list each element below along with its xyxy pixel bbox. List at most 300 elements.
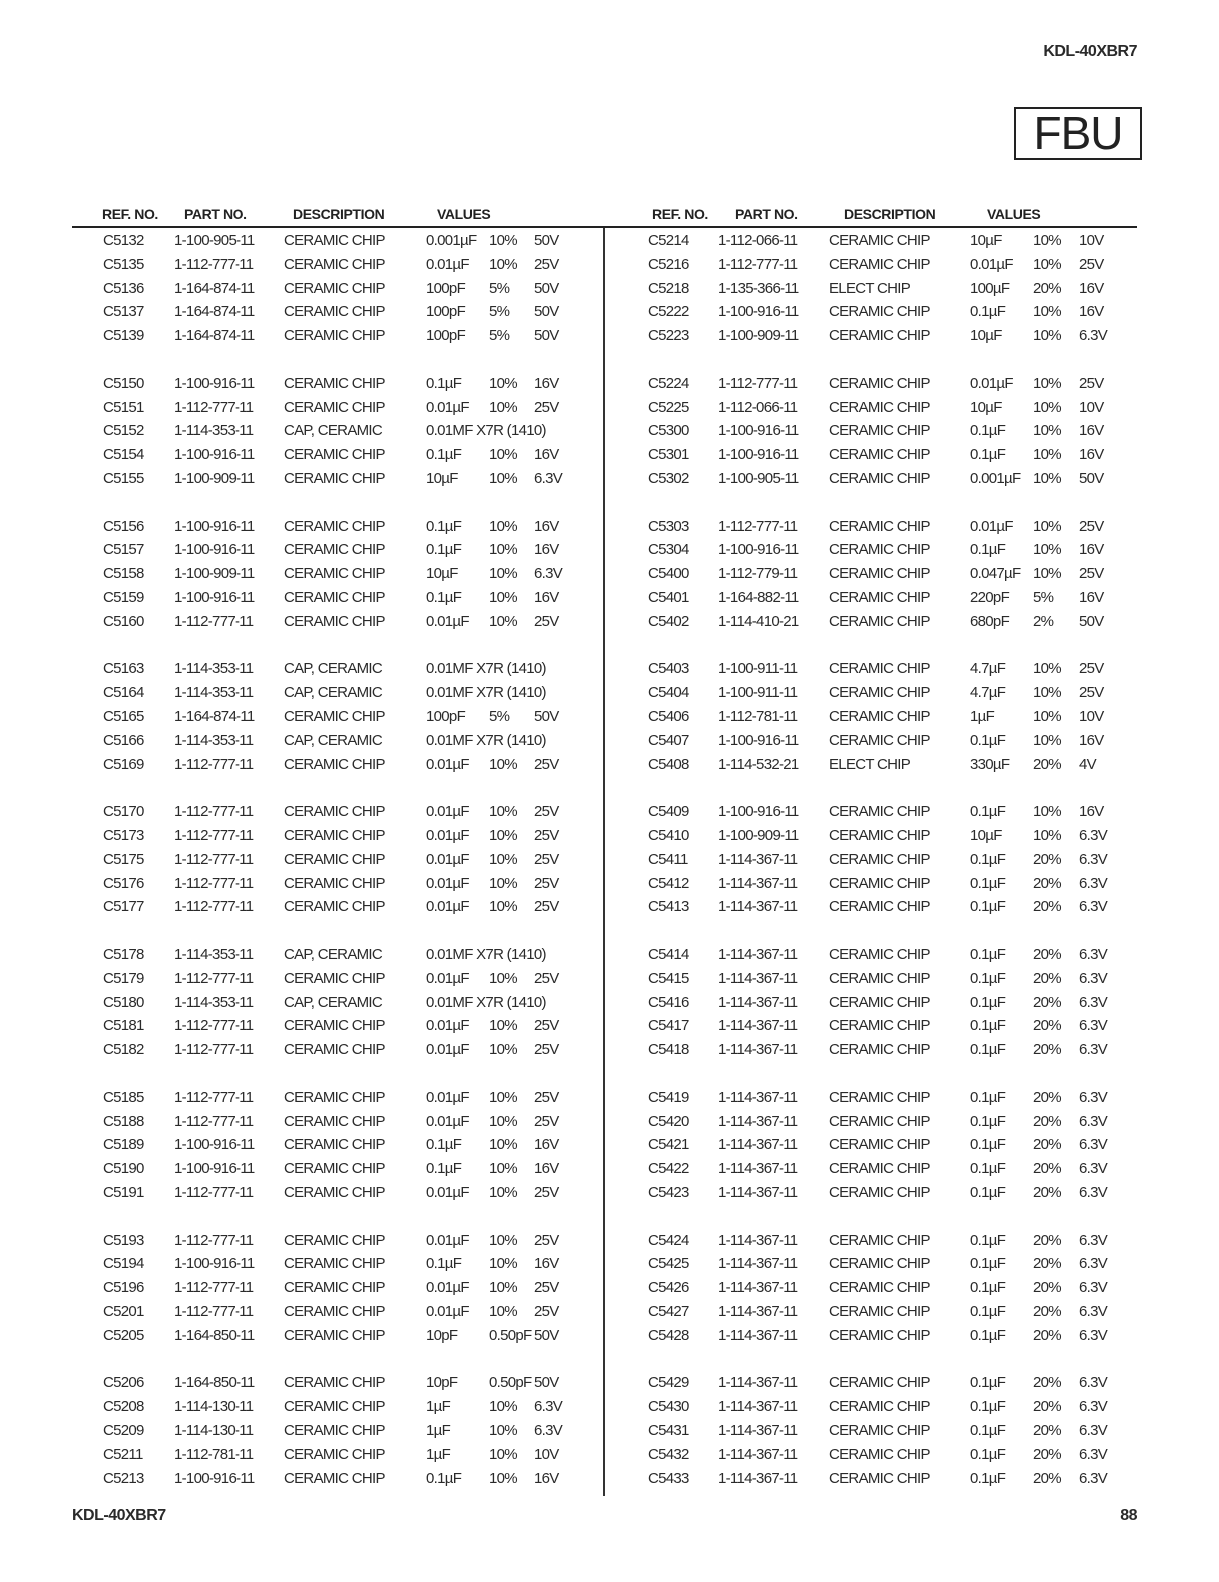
col-header-desc: DESCRIPTION <box>844 206 936 222</box>
part-no: 1-100-909-11 <box>718 827 799 844</box>
part-no: 1-112-777-11 <box>718 374 798 392</box>
voltage: 6.3V <box>1079 898 1108 916</box>
ref-no: C5402 <box>648 612 689 630</box>
ref-no: C5303 <box>648 517 689 535</box>
voltage: 25V <box>1079 684 1104 702</box>
ref-no: C5159 <box>103 589 144 606</box>
part-no: 1-114-367-11 <box>718 1088 798 1106</box>
description: CERAMIC CHIP <box>284 1303 385 1320</box>
description: CERAMIC CHIP <box>829 1445 930 1463</box>
voltage: 50V <box>534 279 559 297</box>
voltage: 25V <box>534 755 559 773</box>
column-divider <box>603 228 605 1496</box>
tolerance: 10% <box>1033 327 1061 345</box>
voltage: 50V <box>1079 470 1104 487</box>
description: ELECT CHIP <box>829 279 911 297</box>
ref-no: C5132 <box>103 232 144 249</box>
voltage: 10V <box>1079 232 1104 249</box>
value: 0.01MF X7R (1410) <box>426 731 546 749</box>
tolerance: 20% <box>1033 1469 1061 1487</box>
description: CERAMIC CHIP <box>829 803 930 821</box>
tolerance: 10% <box>1033 398 1061 416</box>
voltage: 16V <box>1079 422 1104 440</box>
description: CERAMIC CHIP <box>284 517 385 535</box>
value: 0.01MF X7R (1410) <box>426 422 546 440</box>
value: 0.01MF X7R (1410) <box>426 660 546 678</box>
tolerance: 10% <box>489 1445 517 1463</box>
ref-no: C5182 <box>103 1041 144 1059</box>
ref-no: C5401 <box>648 589 689 606</box>
description: CERAMIC CHIP <box>284 1279 385 1297</box>
description: CERAMIC CHIP <box>284 1136 385 1154</box>
part-no: 1-164-850-11 <box>174 1374 255 1392</box>
tolerance: 20% <box>1033 898 1061 916</box>
ref-no: C5157 <box>103 541 144 559</box>
voltage: 16V <box>1079 446 1104 464</box>
description: CERAMIC CHIP <box>829 993 930 1011</box>
voltage: 6.3V <box>1079 850 1108 868</box>
part-no: 1-164-882-11 <box>718 589 799 606</box>
voltage: 25V <box>1079 255 1104 273</box>
value: 0.001µF <box>970 470 1021 487</box>
description: CAP, CERAMIC <box>284 993 383 1011</box>
ref-no: C5416 <box>648 993 689 1011</box>
part-no: 1-100-905-11 <box>174 232 255 249</box>
tolerance: 10% <box>1033 422 1061 440</box>
tolerance: 20% <box>1033 1112 1061 1130</box>
voltage: 25V <box>1079 517 1104 535</box>
description: CERAMIC CHIP <box>829 731 930 749</box>
ref-no: C5175 <box>103 850 144 868</box>
tolerance: 20% <box>1033 1041 1061 1059</box>
part-no: 1-164-874-11 <box>174 279 255 297</box>
tolerance: 20% <box>1033 1279 1061 1297</box>
value: 330µF <box>970 755 1010 773</box>
ref-no: C5223 <box>648 327 689 345</box>
value: 0.1µF <box>426 1255 462 1273</box>
description: CERAMIC CHIP <box>829 255 930 273</box>
voltage: 6.3V <box>1079 1231 1108 1249</box>
part-no: 1-100-905-11 <box>718 470 799 487</box>
value: 0.01µF <box>426 1184 469 1201</box>
part-no: 1-100-916-11 <box>174 1160 255 1178</box>
value: 0.01µF <box>426 1112 469 1130</box>
voltage: 50V <box>534 708 559 725</box>
voltage: 25V <box>1079 565 1104 583</box>
value: 1µF <box>426 1445 451 1463</box>
value: 10µF <box>970 398 1002 416</box>
part-no: 1-114-130-11 <box>174 1422 254 1439</box>
description: CERAMIC CHIP <box>284 1422 385 1439</box>
col-header-ref: REF. NO. <box>102 206 158 222</box>
value: 0.1µF <box>970 303 1006 321</box>
description: CERAMIC CHIP <box>829 1184 930 1201</box>
ref-no: C5179 <box>103 969 144 987</box>
value: 100pF <box>426 279 466 297</box>
ref-no: C5209 <box>103 1422 144 1439</box>
tolerance: 10% <box>489 565 517 583</box>
description: CERAMIC CHIP <box>284 1041 385 1059</box>
value: 0.1µF <box>970 1160 1006 1178</box>
description: CERAMIC CHIP <box>829 898 930 916</box>
tolerance: 10% <box>489 1017 517 1035</box>
voltage: 50V <box>1079 612 1104 630</box>
description: CERAMIC CHIP <box>284 398 385 416</box>
value: 10µF <box>426 565 458 583</box>
voltage: 25V <box>534 1279 559 1297</box>
ref-no: C5216 <box>648 255 689 273</box>
tolerance: 10% <box>1033 232 1061 249</box>
part-no: 1-100-916-11 <box>718 541 799 559</box>
value: 1µF <box>426 1398 451 1416</box>
value: 0.1µF <box>426 1469 462 1487</box>
tolerance: 10% <box>1033 255 1061 273</box>
part-no: 1-114-367-11 <box>718 1279 798 1297</box>
voltage: 25V <box>534 1303 559 1320</box>
page-number: 88 <box>1120 1507 1137 1524</box>
tolerance: 10% <box>489 446 517 464</box>
value: 10µF <box>970 327 1002 345</box>
value: 0.01µF <box>426 612 469 630</box>
ref-no: C5173 <box>103 827 144 844</box>
tolerance: 20% <box>1033 874 1061 892</box>
value: 0.01µF <box>426 898 469 916</box>
part-no: 1-100-909-11 <box>174 470 255 487</box>
ref-no: C5189 <box>103 1136 144 1154</box>
part-no: 1-114-367-11 <box>718 1445 798 1463</box>
ref-no: C5185 <box>103 1088 144 1106</box>
part-no: 1-100-916-11 <box>174 446 255 464</box>
description: CERAMIC CHIP <box>829 946 930 963</box>
voltage: 6.3V <box>534 565 563 583</box>
part-no: 1-100-909-11 <box>174 565 255 583</box>
value: 0.01µF <box>426 1017 469 1035</box>
ref-no: C5214 <box>648 232 689 249</box>
description: CERAMIC CHIP <box>829 850 930 868</box>
tolerance: 10% <box>489 850 517 868</box>
voltage: 6.3V <box>1079 1017 1108 1035</box>
part-no: 1-100-909-11 <box>718 327 799 345</box>
part-no: 1-112-777-11 <box>174 1017 254 1035</box>
value: 10µF <box>970 232 1002 249</box>
ref-no: C5180 <box>103 993 144 1011</box>
part-no: 1-112-777-11 <box>174 1112 254 1130</box>
voltage: 16V <box>1079 541 1104 559</box>
voltage: 6.3V <box>1079 1326 1108 1344</box>
ref-no: C5225 <box>648 398 689 416</box>
description: CERAMIC CHIP <box>829 589 930 606</box>
description: CERAMIC CHIP <box>829 327 930 345</box>
description: CERAMIC CHIP <box>284 446 385 464</box>
tolerance: 10% <box>489 1160 517 1178</box>
part-no: 1-112-777-11 <box>174 612 254 630</box>
ref-no: C5188 <box>103 1112 144 1130</box>
ref-no: C5137 <box>103 303 144 321</box>
ref-no: C5190 <box>103 1160 144 1178</box>
part-no: 1-112-777-11 <box>174 850 254 868</box>
voltage: 16V <box>534 517 559 535</box>
ref-no: C5304 <box>648 541 689 559</box>
part-no: 1-114-367-11 <box>718 993 798 1011</box>
description: CERAMIC CHIP <box>284 1374 385 1392</box>
ref-no: C5419 <box>648 1088 689 1106</box>
part-no: 1-114-367-11 <box>718 946 798 963</box>
part-no: 1-112-777-11 <box>174 898 254 916</box>
part-no: 1-100-911-11 <box>718 684 798 702</box>
value: 680pF <box>970 612 1010 630</box>
voltage: 6.3V <box>1079 1279 1108 1297</box>
ref-no: C5408 <box>648 755 689 773</box>
ref-no: C5424 <box>648 1231 689 1249</box>
tolerance: 20% <box>1033 1088 1061 1106</box>
voltage: 25V <box>534 874 559 892</box>
description: CERAMIC CHIP <box>829 660 930 678</box>
description: CERAMIC CHIP <box>829 303 930 321</box>
voltage: 25V <box>534 827 559 844</box>
description: CERAMIC CHIP <box>829 1303 930 1320</box>
voltage: 6.3V <box>1079 1160 1108 1178</box>
tolerance: 20% <box>1033 1255 1061 1273</box>
description: CERAMIC CHIP <box>829 827 930 844</box>
ref-no: C5163 <box>103 660 144 678</box>
value: 0.1µF <box>970 1112 1006 1130</box>
tolerance: 5% <box>489 327 510 345</box>
description: ELECT CHIP <box>829 755 911 773</box>
tolerance: 10% <box>489 398 517 416</box>
part-no: 1-114-367-11 <box>718 1303 798 1320</box>
part-no: 1-114-353-11 <box>174 731 254 749</box>
part-no: 1-112-066-11 <box>718 232 798 249</box>
part-no: 1-112-777-11 <box>174 874 254 892</box>
description: CERAMIC CHIP <box>284 1184 385 1201</box>
part-no: 1-112-777-11 <box>174 755 254 773</box>
part-no: 1-114-367-11 <box>718 1041 798 1059</box>
voltage: 6.3V <box>534 1398 563 1416</box>
voltage: 50V <box>534 1374 559 1392</box>
tolerance: 10% <box>489 1303 517 1320</box>
description: CERAMIC CHIP <box>284 898 385 916</box>
tolerance: 10% <box>489 1398 517 1416</box>
value: 0.1µF <box>426 1160 462 1178</box>
ref-no: C5406 <box>648 708 689 725</box>
description: CERAMIC CHIP <box>284 470 385 487</box>
voltage: 25V <box>534 612 559 630</box>
part-no: 1-100-916-11 <box>718 446 799 464</box>
tolerance: 20% <box>1033 1445 1061 1463</box>
description: CAP, CERAMIC <box>284 422 383 440</box>
description: CERAMIC CHIP <box>829 1374 930 1392</box>
value: 0.01µF <box>426 850 469 868</box>
part-no: 1-112-777-11 <box>174 1303 254 1320</box>
voltage: 16V <box>534 1469 559 1487</box>
voltage: 6.3V <box>1079 969 1108 987</box>
part-no: 1-114-130-11 <box>174 1398 254 1416</box>
description: CERAMIC CHIP <box>284 1112 385 1130</box>
tolerance: 10% <box>489 1041 517 1059</box>
tolerance: 10% <box>489 612 517 630</box>
ref-no: C5150 <box>103 374 144 392</box>
part-no: 1-164-874-11 <box>174 708 255 725</box>
part-no: 1-114-367-11 <box>718 898 798 916</box>
voltage: 25V <box>534 898 559 916</box>
ref-no: C5201 <box>103 1303 144 1320</box>
description: CERAMIC CHIP <box>829 398 930 416</box>
value: 1µF <box>970 708 995 725</box>
voltage: 16V <box>1079 279 1104 297</box>
description: CERAMIC CHIP <box>284 803 385 821</box>
value: 0.01µF <box>426 969 469 987</box>
ref-no: C5222 <box>648 303 689 321</box>
value: 0.1µF <box>970 1469 1006 1487</box>
voltage: 16V <box>534 1136 559 1154</box>
footer-model: KDL-40XBR7 <box>72 1507 166 1524</box>
description: CERAMIC CHIP <box>284 232 385 249</box>
value: 0.1µF <box>970 993 1006 1011</box>
ref-no: C5403 <box>648 660 689 678</box>
description: CAP, CERAMIC <box>284 731 383 749</box>
ref-no: C5166 <box>103 731 144 749</box>
value: 0.01µF <box>426 755 469 773</box>
ref-no: C5432 <box>648 1445 689 1463</box>
ref-no: C5181 <box>103 1017 144 1035</box>
voltage: 16V <box>534 1255 559 1273</box>
tolerance: 10% <box>1033 731 1061 749</box>
value: 0.1µF <box>970 874 1006 892</box>
value: 0.01MF X7R (1410) <box>426 946 546 963</box>
value: 0.1µF <box>970 1136 1006 1154</box>
ref-no: C5430 <box>648 1398 689 1416</box>
tolerance: 20% <box>1033 1374 1061 1392</box>
voltage: 16V <box>1079 589 1104 606</box>
part-no: 1-114-367-11 <box>718 1231 798 1249</box>
value: 0.1µF <box>970 1303 1006 1320</box>
ref-no: C5160 <box>103 612 144 630</box>
ref-no: C5178 <box>103 946 144 963</box>
part-no: 1-112-777-11 <box>174 1088 254 1106</box>
part-no: 1-112-777-11 <box>174 1279 254 1297</box>
ref-no: C5158 <box>103 565 144 583</box>
voltage: 25V <box>534 803 559 821</box>
value: 0.1µF <box>970 1422 1006 1439</box>
ref-no: C5400 <box>648 565 689 583</box>
tolerance: 10% <box>1033 541 1061 559</box>
part-no: 1-164-874-11 <box>174 303 255 321</box>
description: CERAMIC CHIP <box>829 422 930 440</box>
part-no: 1-112-777-11 <box>718 255 798 273</box>
tolerance: 10% <box>1033 803 1061 821</box>
ref-no: C5156 <box>103 517 144 535</box>
part-no: 1-100-916-11 <box>174 1469 255 1487</box>
ref-no: C5206 <box>103 1374 144 1392</box>
voltage: 6.3V <box>1079 1136 1108 1154</box>
value: 0.01µF <box>426 398 469 416</box>
ref-no: C5431 <box>648 1422 689 1439</box>
ref-no: C5414 <box>648 946 689 963</box>
voltage: 6.3V <box>1079 327 1108 345</box>
ref-no: C5411 <box>648 850 688 868</box>
voltage: 16V <box>534 374 559 392</box>
description: CERAMIC CHIP <box>284 1398 385 1416</box>
value: 0.1µF <box>970 1279 1006 1297</box>
voltage: 16V <box>1079 731 1104 749</box>
description: CERAMIC CHIP <box>829 565 930 583</box>
tolerance: 2% <box>1033 612 1054 630</box>
value: 0.01µF <box>970 374 1013 392</box>
tolerance: 10% <box>489 1184 517 1201</box>
value: 100pF <box>426 327 466 345</box>
voltage: 6.3V <box>534 1422 563 1439</box>
tolerance: 20% <box>1033 279 1061 297</box>
value: 1µF <box>426 1422 451 1439</box>
tolerance: 5% <box>489 279 510 297</box>
tolerance: 10% <box>489 803 517 821</box>
ref-no: C5423 <box>648 1184 689 1201</box>
ref-no: C5417 <box>648 1017 689 1035</box>
ref-no: C5205 <box>103 1326 144 1344</box>
tolerance: 10% <box>489 969 517 987</box>
tolerance: 10% <box>1033 708 1061 725</box>
tolerance: 10% <box>489 898 517 916</box>
tolerance: 10% <box>489 1279 517 1297</box>
tolerance: 10% <box>1033 660 1061 678</box>
part-no: 1-100-916-11 <box>174 589 255 606</box>
voltage: 4V <box>1079 755 1096 773</box>
voltage: 6.3V <box>1079 1112 1108 1130</box>
ref-no: C5418 <box>648 1041 689 1059</box>
ref-no: C5300 <box>648 422 689 440</box>
part-no: 1-114-367-11 <box>718 1136 798 1154</box>
tolerance: 10% <box>489 1469 517 1487</box>
part-no: 1-112-777-11 <box>174 255 254 273</box>
description: CERAMIC CHIP <box>284 374 385 392</box>
ref-no: C5164 <box>103 684 144 702</box>
ref-no: C5170 <box>103 803 144 821</box>
part-no: 1-114-367-11 <box>718 1017 798 1035</box>
ref-no: C5407 <box>648 731 689 749</box>
part-no: 1-100-916-11 <box>174 1255 255 1273</box>
value: 10µF <box>426 470 458 487</box>
part-no: 1-114-353-11 <box>174 660 254 678</box>
ref-no: C5211 <box>103 1445 143 1463</box>
voltage: 25V <box>1079 374 1104 392</box>
part-no: 1-112-777-11 <box>174 1184 254 1201</box>
part-no: 1-112-777-11 <box>174 827 254 844</box>
part-no: 1-100-916-11 <box>718 303 799 321</box>
ref-no: C5421 <box>648 1136 689 1154</box>
tolerance: 10% <box>489 374 517 392</box>
ref-no: C5413 <box>648 898 689 916</box>
voltage: 6.3V <box>1079 1303 1108 1320</box>
description: CERAMIC CHIP <box>829 1422 930 1439</box>
tolerance: 20% <box>1033 1422 1061 1439</box>
voltage: 50V <box>534 303 559 321</box>
part-no: 1-112-779-11 <box>718 565 798 583</box>
ref-no: C5193 <box>103 1231 144 1249</box>
description: CERAMIC CHIP <box>284 565 385 583</box>
part-no: 1-114-367-11 <box>718 969 798 987</box>
ref-no: C5151 <box>103 398 144 416</box>
part-no: 1-114-367-11 <box>718 874 798 892</box>
ref-no: C5218 <box>648 279 689 297</box>
tolerance: 5% <box>489 708 510 725</box>
col-header-ref: REF. NO. <box>652 206 708 222</box>
ref-no: C5155 <box>103 470 144 487</box>
voltage: 50V <box>534 232 559 249</box>
ref-no: C5196 <box>103 1279 144 1297</box>
value: 0.01µF <box>426 803 469 821</box>
description: CERAMIC CHIP <box>284 1088 385 1106</box>
tolerance: 20% <box>1033 1017 1061 1035</box>
